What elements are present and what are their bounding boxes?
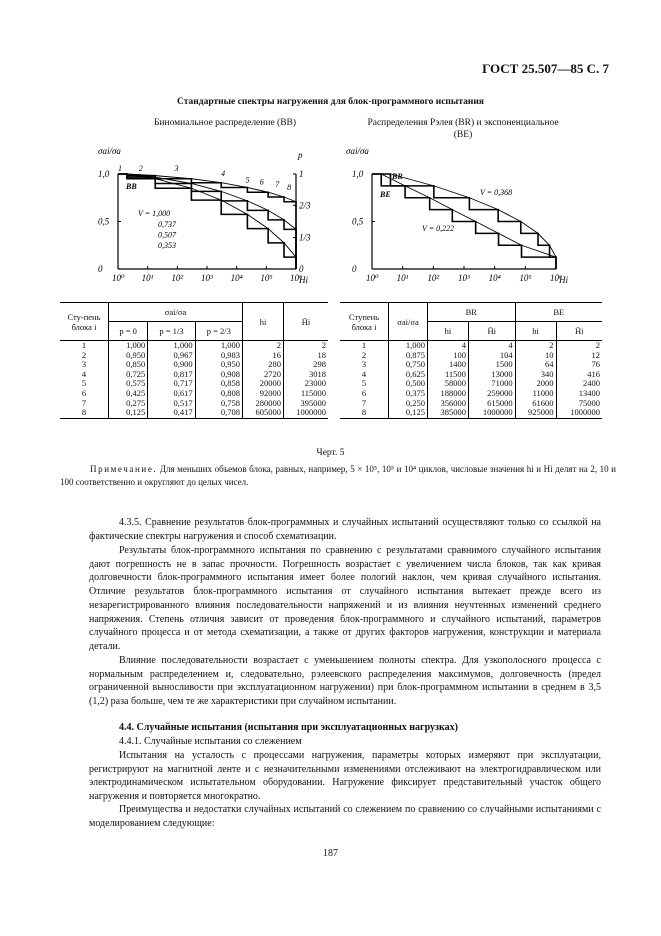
bb-cell: 6	[81, 387, 87, 398]
step-label: 1	[118, 164, 122, 173]
br-be-cell: 1400	[428, 360, 469, 370]
br-be-cell: 3	[361, 359, 367, 370]
bb-row	[60, 389, 328, 399]
bb-row	[60, 351, 328, 361]
br-be-cell: 61600	[515, 399, 556, 409]
br-be-cell: 76	[556, 360, 602, 370]
br-be-cell: 0,875	[389, 351, 428, 361]
br-be-cell: 925000	[515, 408, 556, 418]
x-axis-label: Hi	[299, 275, 308, 285]
bb-cell: 0,983	[195, 351, 242, 361]
br-be-row	[340, 399, 602, 409]
br-be-cell: 615000	[468, 399, 515, 409]
bb-cell: 605000	[243, 408, 284, 418]
br-be-cell: 259000	[468, 389, 515, 399]
bb-cell: 115000	[284, 389, 329, 399]
series-steps-2	[118, 174, 296, 269]
br-be-cell: 1000000	[556, 408, 602, 418]
paragraph-4-3-5: 4.3.5. Сравнение результатов блок-программных и случайных испытаний осуществляют только со ссылкой на фактические спектры нагружения и способ схематизации.	[89, 517, 601, 542]
data-point	[154, 175, 156, 177]
figure-caption: Черт. 5	[316, 448, 345, 458]
label-v1: V = 1,000	[138, 208, 171, 218]
step-label: 3	[174, 164, 179, 173]
data-point	[429, 197, 431, 199]
bb-cell: 0,575	[109, 379, 148, 389]
th-H: H̄i	[284, 303, 329, 341]
step-label: 7	[275, 180, 280, 190]
note	[60, 463, 616, 489]
bb-cell: 0,417	[148, 408, 195, 418]
x-tick-label: 10⁴	[230, 273, 243, 283]
br-be-cell: 188000	[428, 389, 469, 399]
x-tick-label: 10¹	[396, 273, 409, 283]
y-axis-label: σai/σa	[98, 146, 121, 156]
label-v4: 0,353	[158, 241, 176, 251]
data-point	[520, 221, 522, 223]
label-v-be: V = 0,222	[422, 224, 455, 233]
subsection-4-4-1: 4.4.1. Случайные испытания со слежением	[119, 736, 302, 747]
data-point	[247, 214, 249, 216]
br-be-cell: 0,500	[389, 379, 428, 389]
bb-cell: 1000000	[284, 408, 329, 418]
th-br-H: H̄i	[468, 322, 515, 341]
br-be-cell: 11000	[515, 389, 556, 399]
bb-cell: 0,858	[195, 379, 242, 389]
paragraph-tracking: Испытания на усталость с процессами нагружения, параметры которых измеряют при эксплуатации, регистрируют на магнитной ленте и с незначительными изменениями отслеживают на электрогидравлическом или электродинамическом испытательном оборудовании. Нагружение фиксирует представительный участок общего нагружения и повторяется многократно.	[89, 750, 601, 803]
label-v2: 0,737	[158, 220, 176, 230]
x-tick-label: 10²	[171, 273, 184, 283]
br-be-cell: 58000	[428, 379, 469, 389]
br-be-cell: 0,750	[389, 360, 428, 370]
th-be-H: H̄i	[556, 322, 602, 341]
bb-cell: 0,125	[109, 408, 148, 418]
table-br-be	[340, 302, 602, 419]
x-axis-label: Hi	[559, 275, 568, 285]
br-be-row	[340, 379, 602, 389]
br-be-cell: 7	[361, 397, 367, 408]
bb-cell: 2	[284, 341, 329, 351]
bb-cell: 92000	[243, 389, 284, 399]
chart-right-title-line1: Распределения Рэлея (BR) и экспоненциальное	[367, 118, 559, 128]
br-be-cell: 12	[556, 351, 602, 361]
right-tick-label: 1	[299, 169, 304, 179]
bb-cell: 0,900	[148, 360, 195, 370]
data-point	[433, 185, 435, 187]
br-be-cell: 356000	[428, 399, 469, 409]
data-point	[267, 191, 269, 193]
br-be-row	[340, 341, 602, 351]
br-be-cell: 1500	[468, 360, 515, 370]
plot-area	[352, 169, 568, 285]
y-axis-label: σai/σa	[346, 146, 369, 156]
br-be-row	[340, 360, 602, 370]
bb-cell: 3	[81, 359, 87, 370]
x-tick-label: 10⁵	[260, 273, 273, 283]
figure-title: Стандартные спектры нагружения для блок-программного испытания	[177, 97, 484, 107]
br-be-cell: 11500	[428, 370, 469, 380]
th-ratio: σai/σa	[389, 303, 428, 341]
x-tick-label: 10⁴	[488, 273, 501, 283]
br-be-cell: 64	[515, 360, 556, 370]
label-v-br: V = 0,368	[480, 187, 513, 197]
br-be-cell: 4	[428, 341, 469, 351]
br-be-cell: 2	[361, 349, 367, 360]
bb-cell: 8	[60, 408, 109, 418]
br-be-cell: 2000	[515, 379, 556, 389]
bb-cell: 0,275	[109, 399, 148, 409]
step-label: 8	[287, 183, 292, 192]
data-point	[549, 244, 551, 246]
table-bb	[60, 302, 328, 419]
br-be-cell: 2	[515, 341, 556, 351]
bb-cell: 0,725	[109, 370, 148, 380]
br-be-cell: 4	[468, 341, 515, 351]
th-p13: p = 1/3	[148, 322, 195, 341]
br-be-cell: 13000	[468, 370, 515, 380]
br-be-cell: 4	[361, 368, 367, 379]
data-point	[283, 196, 285, 198]
data-point	[452, 209, 454, 211]
label-bb: BB	[126, 182, 137, 192]
x-tick-label: 10⁶	[550, 273, 563, 283]
th-group: σai/σa	[109, 303, 243, 322]
bb-row	[60, 408, 328, 418]
bb-cell: 1,000	[109, 341, 148, 351]
data-point	[283, 242, 285, 244]
bb-cell: 0,425	[109, 389, 148, 399]
bb-row	[60, 360, 328, 370]
bb-cell: 0,758	[195, 399, 242, 409]
br-be-cell: 416	[556, 370, 602, 380]
series-steps-1	[118, 174, 296, 269]
chart-bb	[86, 140, 332, 290]
bb-row	[60, 370, 328, 380]
br-be-cell: 1	[361, 340, 367, 350]
step-label: 5	[245, 175, 250, 185]
paragraph-results: Результаты блок-программного испытания по сравнению с результатами сравнимого случайного испытания дают погрешность не в запас прочности. Погрешность возрастает с увеличением числа блоков, так как кривая долговечности блок-программного испытания имеет более пологий наклон, чем кривая случайного испытания. Отличие результатов блок-программного испытания от случайного испытания вытекает прежде всего из незарегистрированного влияния последовательности напряжений и из влияния неучтенных изменений среднего напряжения. Степень отличия зависит от проведения блок-программного и случайного испытаний, параметров случайного процесса и от метода схематизации, а также от других факторов нагружения, конструкции и материала детали.	[89, 545, 601, 652]
br-be-cell: 13400	[556, 389, 602, 399]
br-be-row	[340, 408, 602, 418]
bb-cell: 5	[81, 378, 87, 389]
x-tick-label: 10⁶	[290, 273, 303, 283]
data-point	[537, 233, 539, 235]
bb-cell: 395000	[284, 399, 329, 409]
bb-cell: 0,717	[148, 379, 195, 389]
data-point	[283, 219, 285, 221]
label-be: BE	[380, 189, 391, 199]
bb-cell: 0,908	[195, 370, 242, 380]
x-tick-label: 10³	[201, 273, 213, 283]
br-be-row	[340, 389, 602, 399]
br-be-cell: 1000000	[468, 408, 515, 418]
bb-row	[60, 341, 328, 351]
bb-cell: 23000	[284, 379, 329, 389]
th-be-h: hi	[515, 322, 556, 341]
x-tick-label: 10³	[458, 273, 470, 283]
br-be-cell: 6	[361, 387, 367, 398]
th-be: BE	[515, 303, 602, 322]
right-axis-label: p	[298, 150, 303, 160]
data-point	[498, 233, 500, 235]
br-be-cell: 0,375	[389, 389, 428, 399]
br-be-cell: 0,625	[389, 370, 428, 380]
br-be-cell: 8	[340, 408, 389, 418]
x-tick-label: 10⁰	[366, 273, 379, 283]
data-point	[267, 228, 269, 230]
bb-cell: 0,950	[195, 360, 242, 370]
data-point	[126, 173, 128, 175]
y-tick-label: 1,0	[98, 169, 110, 179]
br-be-cell: 71000	[468, 379, 515, 389]
data-point	[247, 187, 249, 189]
bb-cell: 0,967	[148, 351, 195, 361]
x-tick-label: 10¹	[141, 273, 154, 283]
th-step: Сту-пень блока i	[60, 303, 109, 341]
step-label: 6	[259, 177, 264, 187]
chart-right-title-line2: (BE)	[453, 129, 473, 140]
data-point	[267, 210, 269, 212]
bb-row	[60, 399, 328, 409]
bb-cell: 0,808	[195, 389, 242, 399]
br-be-cell: 75000	[556, 399, 602, 409]
br-be-cell: 104	[468, 351, 515, 361]
bb-cell: 16	[243, 351, 284, 361]
bb-cell: 280	[243, 360, 284, 370]
label-br: BR	[392, 171, 403, 181]
table-body	[60, 341, 328, 419]
th-br-h: hi	[428, 322, 469, 341]
chart-right-title	[338, 118, 588, 142]
br-be-cell: 385000	[428, 408, 469, 418]
br-be-cell: 2	[556, 341, 602, 351]
x-tick-label: 10⁵	[519, 273, 532, 283]
label-v3: 0,507	[158, 230, 176, 240]
bb-cell: 0,708	[195, 408, 242, 418]
data-point	[220, 191, 222, 193]
br-be-cell: 10	[515, 351, 556, 361]
page-number: 187	[323, 848, 338, 859]
bb-cell: 1	[81, 340, 87, 350]
th-step: Ступень блока i	[340, 303, 389, 341]
paragraph-advantages: Преимущества и недостатки случайных испытаний со слежением по сравнению со случайными испытаниями с моделированием следующие:	[89, 804, 601, 829]
section-heading-4-4: 4.4. Случайные испытания (испытания при эксплуатационных нагрузках)	[119, 722, 458, 733]
y-tick-label: 0,5	[352, 216, 364, 227]
data-point	[295, 201, 297, 203]
bb-cell: 3018	[284, 370, 329, 380]
bb-cell: 1,000	[195, 341, 242, 351]
step-label: 2	[138, 164, 143, 173]
note-text: Для меньших объемов блока, равных, например, 5 × 10⁵, 10⁵ и 10⁴ циклов, числовые значения hi и Hi делят на 2, 10 и 100 соответственно и округляют до целых чисел.	[60, 464, 617, 488]
data-point	[475, 221, 477, 223]
data-point	[497, 209, 499, 211]
bb-cell: 1,000	[148, 341, 195, 351]
bb-cell: 4	[81, 368, 87, 379]
bb-cell: 0,817	[148, 370, 195, 380]
note-label: Примечание.	[90, 464, 158, 474]
data-point	[220, 182, 222, 184]
bb-cell: 2	[81, 349, 87, 360]
y-tick-label: 0	[352, 264, 357, 274]
th-p23: p = 2/3	[195, 322, 242, 341]
plot-area	[98, 164, 311, 285]
x-tick-label: 10²	[427, 273, 440, 283]
th-br: BR	[428, 303, 516, 322]
bb-cell: 2	[243, 341, 284, 351]
x-tick-label: 10⁰	[112, 273, 125, 283]
bb-cell: 18	[284, 351, 329, 361]
br-be-cell: 0,250	[389, 399, 428, 409]
table-body	[340, 341, 602, 419]
bb-cell: 280000	[243, 399, 284, 409]
th-h: hi	[243, 303, 284, 341]
br-be-cell: 5	[361, 378, 367, 389]
paragraph-influence: Влияние последовательности возрастает с уменьшением полноты спектра. Для узкополосного процесса с нормальным распределением и, следовательно, рэлеевского распределения максимумов, долговечность (предел ограниченной выносливости при эксплуатационном нагружении) при блок-программном испытании в среднем в 3,5 (1,2) раза больше, чем те же характеристики при случайном испытании.	[89, 655, 601, 708]
data-point	[469, 197, 471, 199]
bb-cell: 20000	[243, 379, 284, 389]
chart-left-title: Биномиальное распределение (BB)	[153, 118, 297, 128]
y-tick-label: 1,0	[352, 169, 364, 179]
right-tick-label: 1/3	[299, 232, 311, 243]
data-point	[380, 173, 382, 175]
br-be-cell: 1,000	[389, 341, 428, 351]
bb-cell: 0,517	[148, 399, 195, 409]
data-point	[521, 244, 523, 246]
series-steps-0	[118, 174, 296, 269]
bb-row	[60, 379, 328, 389]
data-point	[191, 178, 193, 180]
step-label: 4	[221, 168, 226, 178]
bb-cell: 0,850	[109, 360, 148, 370]
th-p0: p = 0	[109, 322, 148, 341]
bb-cell: 298	[284, 360, 329, 370]
right-tick-label: 0	[299, 264, 304, 274]
br-be-cell: 340	[515, 370, 556, 380]
y-tick-label: 0,5	[98, 216, 110, 227]
data-point	[247, 200, 249, 202]
br-be-cell: 2400	[556, 379, 602, 389]
br-be-cell: 100	[428, 351, 469, 361]
bb-cell: 2720	[243, 370, 284, 380]
bb-cell: 7	[81, 397, 87, 408]
right-tick-label: 2/3	[299, 200, 311, 211]
br-be-row	[340, 370, 602, 380]
bb-cell: 0,950	[109, 351, 148, 361]
br-be-cell: 0,125	[389, 408, 428, 418]
data-point	[555, 256, 557, 258]
br-be-row	[340, 351, 602, 361]
data-point	[404, 185, 406, 187]
chart-br-be	[340, 140, 580, 290]
bb-cell: 0,617	[148, 389, 195, 399]
page-header: ГОСТ 25.507—85 С. 7	[482, 61, 609, 76]
y-tick-label: 0	[98, 264, 103, 274]
series-steps-1	[372, 171, 556, 269]
